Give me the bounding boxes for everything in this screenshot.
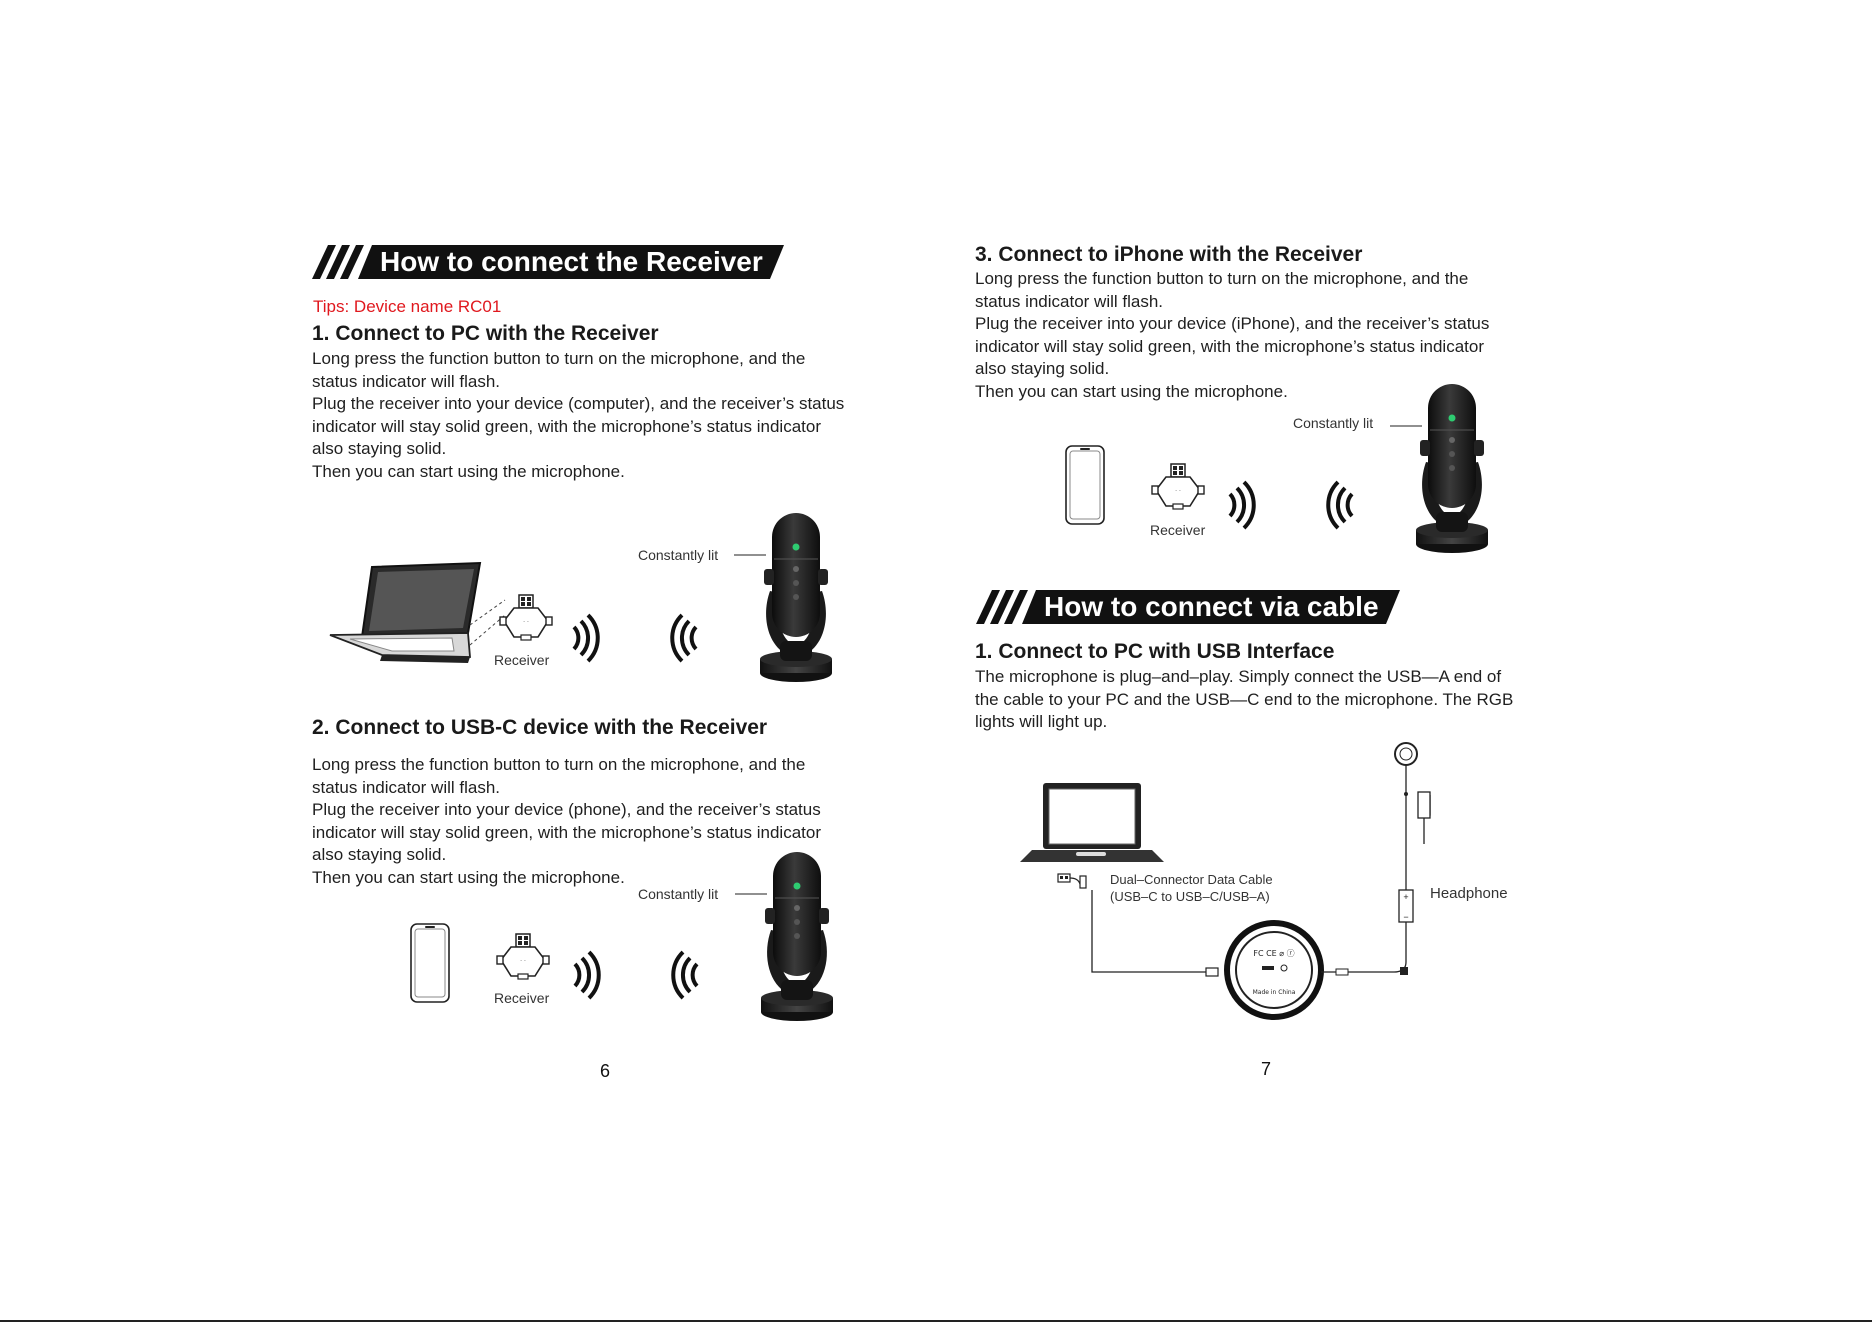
text-line: indicator will stay solid green, with the microphone’s status indicator [312,822,821,842]
text-line: Plug the receiver into your device (phone), and the receiver’s status [312,800,821,819]
illustration-pc-receiver [320,505,860,690]
laptop-icon [330,563,480,663]
text-line: also staying solid. [312,439,447,458]
receiver-label: Receiver [494,652,550,668]
svg-text:FC CE ⌀ ⓡ: FC CE ⌀ ⓡ [1253,949,1295,958]
text-line: status indicator will flash. [312,371,501,391]
text-line: Long press the function button to turn on the microphone, and the [975,269,1469,288]
svg-text:+: + [1403,892,1409,902]
receiver-label: Receiver [1150,522,1206,538]
banner-title: How to connect the Receiver [380,246,763,277]
illustration-usbc-receiver [405,850,865,1025]
headphone-label: Headphone [1430,885,1508,902]
microphone-icon [1416,384,1488,553]
microphone-base-icon [1227,923,1321,1017]
receiver-icon [497,934,549,979]
text-line: also staying solid. [975,359,1110,378]
headphone-icon [1354,743,1430,975]
text-line: the cable to your PC and the USB—C end to the microphone. The RGB [975,689,1514,709]
cable-label-line2: (USB–C to USB–C/USB–A) [1110,889,1270,904]
constantly-lit-label: Constantly lit [638,886,719,902]
cable-label-line1: Dual–Connector Data Cable [1110,872,1273,887]
illustration-iphone-receiver [1060,382,1520,557]
text-line: Then you can start using the microphone. [312,461,625,481]
text-line: Plug the receiver into your device (computer), and the receiver’s status [312,394,845,413]
section-title-usb-interface: 1. Connect to PC with USB Interface [975,640,1335,663]
section-title-pc-receiver: 1. Connect to PC with the Receiver [312,322,659,345]
section-body-pc-receiver [312,348,912,483]
laptop-icon [1020,783,1164,862]
page-bottom-border [0,1320,1872,1322]
text-line: indicator will stay solid green, with the microphone’s status indicator [975,336,1484,356]
section-body-usb-interface [975,666,1595,734]
text-line: indicator will stay solid green, with the microphone’s status indicator [312,416,821,436]
page-number: 6 [600,1061,611,1081]
wireless-out-icon [575,952,599,998]
text-line: Long press the function button to turn on the microphone, and the [312,755,806,774]
text-line: Then you can start using the microphone. [312,867,625,887]
text-line: The microphone is plug–and–play. Simply connect the USB—A end of [975,667,1502,686]
constantly-lit-label: Constantly lit [1293,415,1374,431]
text-line: status indicator will flash. [312,777,501,797]
text-line: status indicator will flash. [975,291,1164,311]
page-number: 7 [1261,1059,1272,1079]
wireless-out-icon [574,615,598,661]
constantly-lit-label: Constantly lit [638,547,719,563]
svg-text:−: − [1403,912,1409,922]
wireless-in-icon [1328,482,1352,528]
text-line: Then you can start using the microphone. [975,381,1288,401]
wireless-in-icon [673,952,697,998]
text-line: also staying solid. [312,845,447,864]
section-title-usbc-receiver: 2. Connect to USB-C device with the Receiver [312,716,768,739]
receiver-icon [500,595,552,640]
base-made-in-text: Made in China [1252,989,1296,996]
text-line: Plug the receiver into your device (iPhone), and the receiver’s status [975,314,1490,333]
wireless-out-icon [1230,482,1254,528]
banner-title: How to connect via cable [1044,591,1379,622]
usb-plug-icon [1058,874,1086,888]
wireless-in-icon [672,615,696,661]
microphone-icon [761,852,833,1021]
section-title-iphone-receiver: 3. Connect to iPhone with the Receiver [975,243,1363,266]
text-line: Long press the function button to turn on the microphone, and the [312,349,806,368]
tip-device-name: Tips: Device name RC01 [313,297,502,316]
microphone-icon [760,513,832,682]
iphone-icon [1066,446,1104,524]
text-line: lights will light up. [975,712,1108,731]
receiver-label: Receiver [494,990,550,1006]
section-banner-receiver [312,245,784,279]
receiver-icon [1152,464,1204,509]
phone-icon [411,924,449,1002]
